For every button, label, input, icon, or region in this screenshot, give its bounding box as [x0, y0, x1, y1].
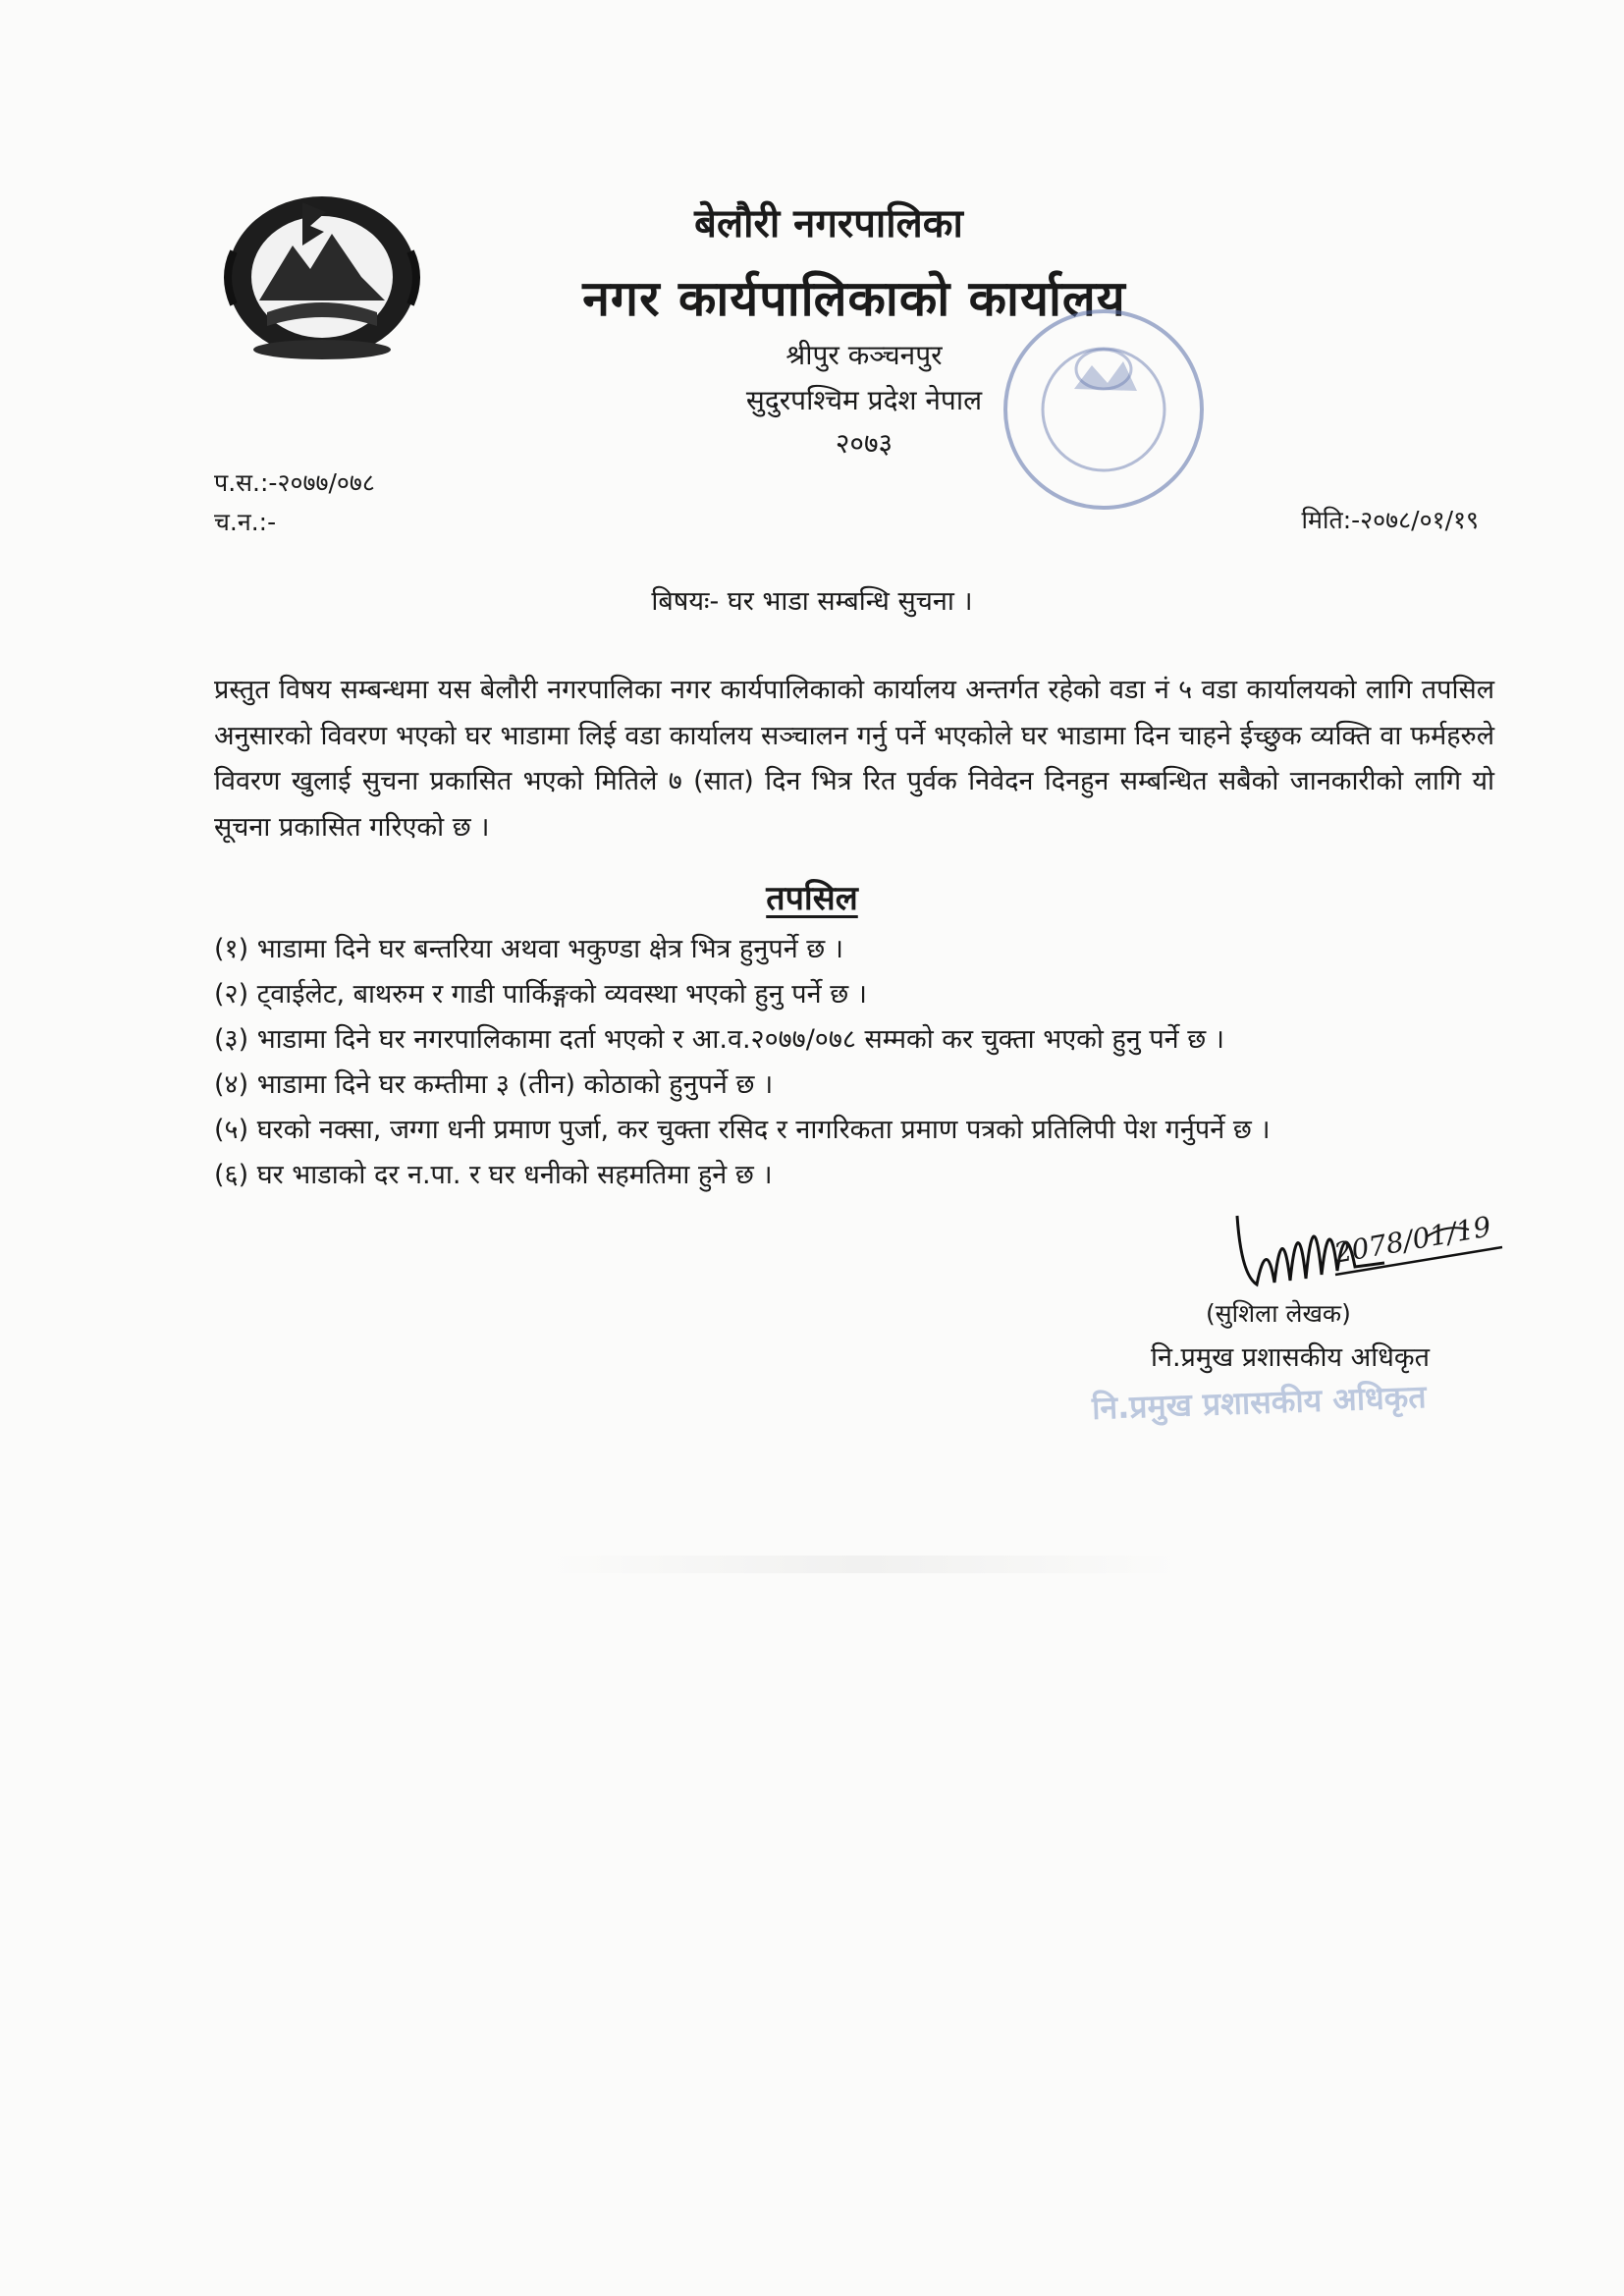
- list-item: (६) घर भाडाको दर न.पा. र घर धनीको सहमतिमा हुने छ ।: [214, 1160, 773, 1190]
- list-item: (१) भाडामा दिने घर बन्तरिया अथवा भकुण्डा क्षेत्र भित्र हुनुपर्ने छ ।: [214, 934, 844, 964]
- list-item: (५) घरको नक्सा, जग्गा धनी प्रमाण पुर्जा, कर चुक्ता रसिद र नागरिकता प्रमाण पत्रको प्रतिलिपी पेश गर्नुपर्ने छ ।: [214, 1115, 1271, 1145]
- list-item: (२) ट्वाईलेट, बाथरुम र गाडी पार्किङ्गको व्यवस्था भएको हुनु पर्ने छ ।: [214, 979, 867, 1010]
- nepal-emblem-icon: [208, 183, 436, 363]
- handwritten-date: 2078/01/19: [1331, 1210, 1494, 1270]
- dispatch-number: च.न.:-: [214, 508, 277, 536]
- list-item: (४) भाडामा दिने घर कम्तीमा ३ (तीन) कोठाको हुनुपर्ने छ ।: [214, 1069, 774, 1100]
- list-item: (३) भाडामा दिने घर नगरपालिकामा दर्ता भएको र आ.व.२०७७/०७८ सम्मको कर चुक्ता भएको हुनु पर्ने छ ।: [214, 1024, 1224, 1055]
- signer-name: (सुशिला लेखक): [1206, 1299, 1351, 1328]
- designation-stamp: नि.प्रमुख प्रशासकीय अधिकृत: [1091, 1378, 1428, 1427]
- requirement-list: [214, 927, 1500, 1198]
- municipality-seal-icon: [994, 301, 1214, 519]
- letter-number: प.स.:-२०७७/०७८: [214, 468, 375, 497]
- subject-line: बिषयः- घर भाडा सम्बन्धि सुचना ।: [651, 586, 973, 617]
- established-year: २०७३: [835, 427, 893, 460]
- paper-shadow: [550, 1556, 1178, 1573]
- organization-name: बेलौरी नगरपालिका: [694, 201, 963, 246]
- signer-title: नि.प्रमुख प्रशासकीय अधिकृत: [1151, 1342, 1431, 1373]
- address-line-1: श्रीपुर कञ्चनपुर: [785, 339, 943, 371]
- notice-body: प्रस्तुत विषय सम्बन्धमा यस बेलौरी नगरपालिका नगर कार्यपालिकाको कार्यालय अन्तर्गत रहेको वडा नं ५ वडा कार्यालयको लागि तपसिल अनुसारको विवरण भएको घर भाडामा लिई वडा कार्यालय सञ्चालन गर्नु पर्ने भएकोले घर भाडामा दिन चाहने ईच्छुक व्यक्ति वा फर्महरुले विवरण खुलाई सुचना प्रकासित भएको मितिले ७ (सात) दिन भित्र रित पुर्वक निवेदन दिनहुन सम्बन्धित सबैको जानकारीको लागि यो सूचना प्रकासित गरिएको छ ।: [214, 675, 1494, 843]
- letter-date: मिति:-२०७८/०१/१९: [1301, 506, 1479, 534]
- details-heading: तपसिल: [766, 879, 858, 918]
- address-line-2: सुदुरपश्चिम प्रदेश नेपाल: [745, 384, 983, 416]
- office-title: नगर कार्यपालिकाको कार्यालय: [582, 270, 1126, 327]
